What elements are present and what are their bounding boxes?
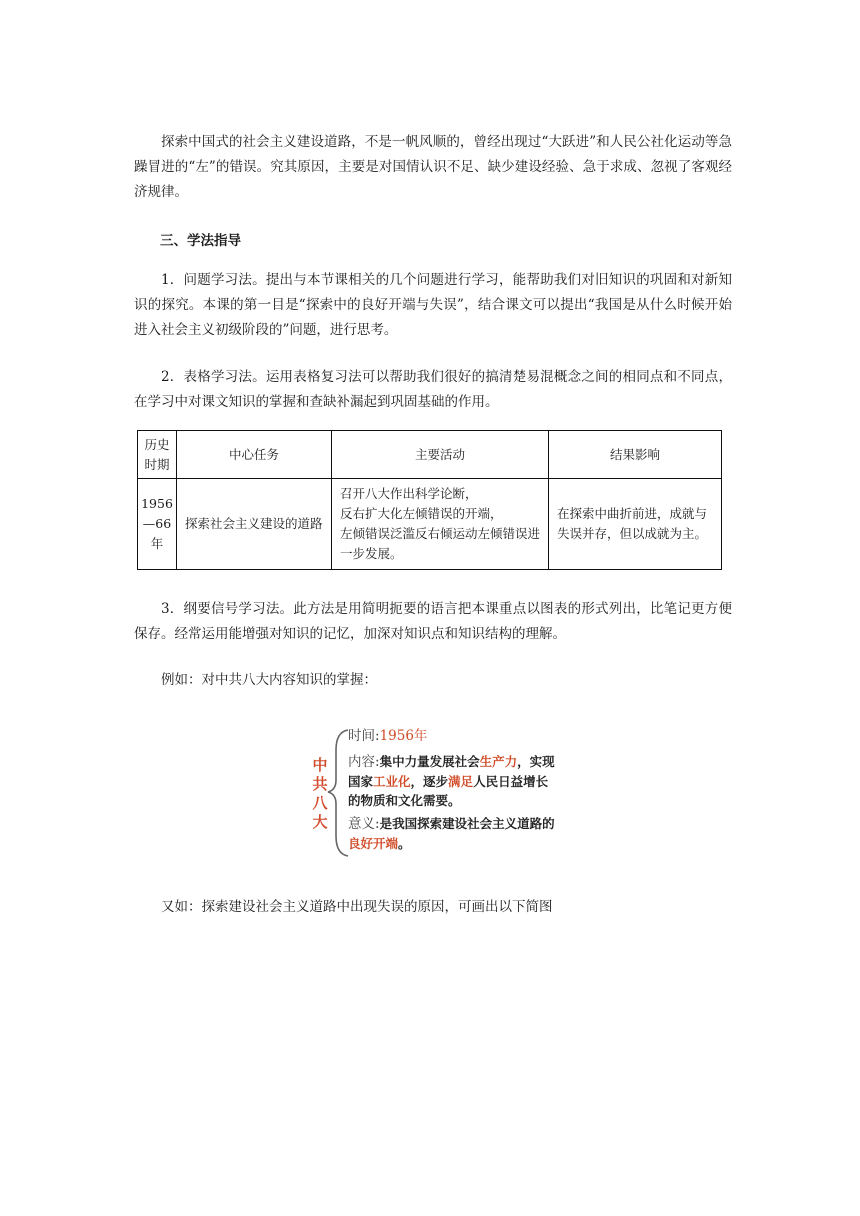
content-text: 人民日益增长的物质和文化需要。 bbox=[348, 774, 549, 808]
meaning-label: 意义: bbox=[348, 816, 380, 832]
header-period: 历史时期 bbox=[138, 431, 177, 479]
cell-activity bbox=[332, 479, 549, 570]
outline-diagram bbox=[308, 720, 558, 862]
activity-line: 召开八大作出科学论断， bbox=[340, 486, 478, 501]
outline-content-row bbox=[348, 752, 558, 810]
cell-task: 探索社会主义建设的道路 bbox=[177, 479, 332, 570]
table-header-row bbox=[138, 431, 722, 479]
content-highlight: 满足 bbox=[448, 774, 474, 789]
content-highlight: 工业化 bbox=[373, 774, 411, 789]
content-label: 内容: bbox=[348, 754, 380, 770]
activity-line: 左倾错误泛滥反右倾运动左倾错误进一步发展。 bbox=[340, 526, 541, 561]
meaning-text: 是我国探索建设社会主义道路的 bbox=[379, 816, 555, 831]
header-result: 结果影响 bbox=[549, 431, 722, 479]
table-row bbox=[138, 479, 722, 570]
header-activity: 主要活动 bbox=[332, 431, 549, 479]
content-text: ，实现国家 bbox=[348, 754, 555, 789]
content-text: 集中力量发展社会 bbox=[379, 754, 480, 769]
section-heading-study-methods: 三、学法指导 bbox=[160, 233, 241, 249]
paragraph-example-1: 例如：对中共八大内容知识的掌握： bbox=[161, 672, 377, 688]
header-task: 中心任务 bbox=[177, 431, 332, 479]
outline-time-row bbox=[348, 726, 427, 746]
activity-line: 反右扩大化左倾错误的开端， bbox=[340, 506, 503, 521]
history-table bbox=[137, 430, 722, 570]
outline-side-label: 中共八大 bbox=[312, 756, 328, 831]
cell-result: 在探索中曲折前进，成就与失误并存，但以成就为主。 bbox=[549, 479, 722, 570]
paragraph-causes: 探索中国式的社会主义建设道路，不是一帆风顺的，曾经出现过“大跃进”和人民公社化运动等急躁冒进的“左”的错误。究其原因，主要是对国情认识不足、缺少建设经验、急于求成、忽视了客观经济规律。 bbox=[134, 134, 732, 200]
meaning-highlight: 良好开端 bbox=[348, 836, 399, 851]
paragraph-question-method: 1．问题学习法。提出与本节课相关的几个问题进行学习，能帮助我们对旧知识的巩固和对新知识的探究。本课的第一目是“探索中的良好开端与失误”，结合课文可以提出“我国是从什么时候开始进入社会主义初级阶段的”问题，进行思考。 bbox=[134, 272, 732, 338]
paragraph-table-method: 2．表格学习法。运用表格复习法可以帮助我们很好的搞清楚易混概念之间的相同点和不同点，在学习中对课文知识的掌握和查缺补漏起到巩固基础的作用。 bbox=[134, 369, 732, 410]
content-highlight: 生产力 bbox=[479, 754, 518, 769]
meaning-text: 。 bbox=[398, 836, 411, 851]
time-value: 1956年 bbox=[379, 728, 428, 744]
time-label: 时间: bbox=[348, 728, 380, 744]
outline-meaning-row bbox=[348, 814, 558, 853]
content-text: ，逐步 bbox=[410, 774, 449, 789]
paragraph-outline-method: 3．纲要信号学习法。此方法是用简明扼要的语言把本课重点以图表的形式列出，比笔记更方便保存。经常运用能增强对知识的记忆，加深对知识点和知识结构的理解。 bbox=[134, 601, 732, 642]
paragraph-example-2: 又如：探索建设社会主义道路中出现失误的原因，可画出以下简图 bbox=[161, 899, 553, 915]
cell-period: 1956—66年 bbox=[138, 479, 177, 570]
